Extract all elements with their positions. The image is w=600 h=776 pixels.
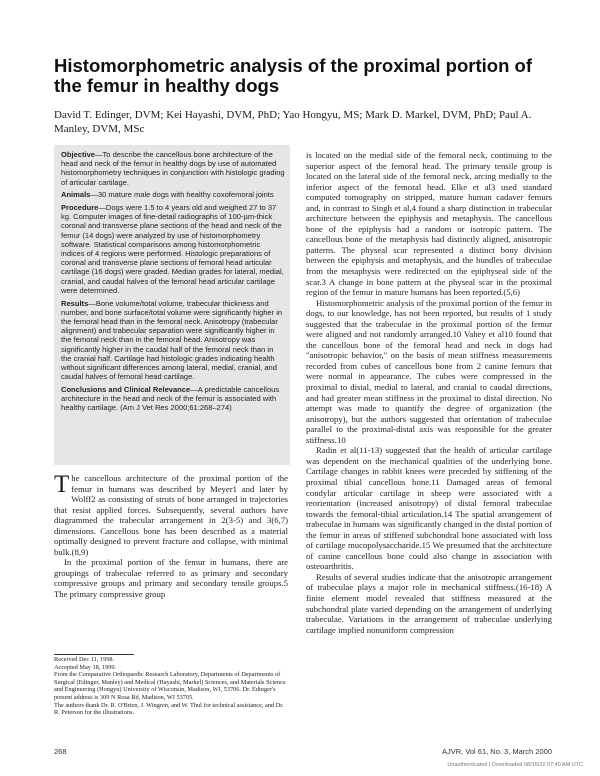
right-paragraph-3: Radin et al(11-13) suggested that the health of articular cartilage was dependent on the mechanical qualities of the underlying bone. Cartilage changes in rabbit knees were preceded by stiffening of the proximal tibial cancellous bone.11 Damaged areas of femoral condylar articular cartilage in sheep were associated with a reorientation (increased anisotropy) of distal femoral trabeculae towards the femoral-tibial articulation.14 The spatial arrangement of trabeculae in humans was significantly changed in the distal portion of the femur in areas of stiffened subchondral bone associated with loss of cartilage mucopolysaccharide.15 We presumed that the architecture of canine cancellous bone could also change in association with osteoarthritis.: [306, 445, 552, 572]
abstract-results-text: —Bone volume/total volume, trabecular thickness and number, and bone surface/total volume were significantly higher in the femoral head than in the femoral neck. Anisotropy (trabecular alignment) and trabecular separation were significantly higher in the femoral neck than in the femoral head. Anisotropy was significantly higher in the caudal half of the femoral neck than in the cranial half. Cartilage had histologic grades indicating health without significant differences among lateral, medial, cranial, and caudal halves of femoral head cartilage.: [61, 298, 283, 382]
abstract-animals-text: —30 mature male dogs with healthy coxofemoral joints: [90, 190, 274, 200]
author-list: David T. Edinger, DVM; Kei Hayashi, DVM, PhD; Yao Hongyu, MS; Mark D. Markel, DVM, PhD; Paul A. Manley, DVM, MSc: [54, 109, 532, 135]
body-right-column: [306, 150, 552, 635]
abstract: [61, 150, 285, 416]
article-notes: [54, 656, 288, 717]
intro-paragraph-1: [54, 473, 288, 557]
abstract-objective-text: —To describe the cancellous bone architecture of the head and neck of the femur in healthy dogs by use of automated histomorphometry techniques in conjunction with histologic grading of articular cartilage.: [61, 150, 285, 187]
abstract-procedure-text: —Dogs were 1.5 to 4 years old and weighed 27 to 37 kg. Computer images of fine-detail radiographs of 100-µm-thick coronal and transverse plane sections of the head and neck of the femur (14 dogs) were analyzed by use of histomorphometry software. Statistical comparisons among histomorphometric indices of 4 regions were performed. Histologic preparations of coronal and transverse plane sections of femoral head articular cartilage (16 dogs) were graded. Median grades for lateral, medial, cranial, and caudal halves of the femoral head articular cartilage were determined.: [61, 203, 284, 295]
intro-paragraph-1-text: he cancellous architecture of the proximal portion of the femur in humans was described by Meyer1 and later by Wolff2 as consisting of struts of bone arranged in trajectories that resist applied forces. Subsequently, several authors have diagrammed the trabecular arrangement in 2(3-5) and 3(6,7) dimensions. Cancellous bone has been described as a material optimally designed to prevent fracture and collapse, with minimal bulk.(8,9): [54, 473, 288, 557]
abstract-animals-label: Animals: [61, 190, 91, 200]
abstract-results: [61, 299, 285, 382]
abstract-conclusions-label: Conclusions and Clinical Relevance: [61, 384, 191, 394]
acknowledgments: The authors thank Dr. R. O'Brien, J. Wingren, and W. Thul for technical assistance, and Dr. R. Peterson for the illustrations.: [54, 701, 284, 717]
abstract-objective-label: Objective: [61, 150, 95, 159]
drop-cap: T: [54, 471, 70, 498]
abstract-results-label: Results: [61, 298, 89, 308]
received-date: Received Dec 11, 1998.: [54, 656, 115, 663]
right-paragraph-1: is located on the medial side of the femoral neck, continuing to the superior aspect of the femoral head. The primary tensile group is located on the lateral side of the femoral neck, arcing medially to the inferior aspect of the femoral head. Elke et al3 used standard computed tomography on stripped, mature human cadaver femurs and, in contrast to Singh et al,4 found a sharp distinction in trabecular architecture between the epiphysis and metaphysis. The cancellous bone of the epiphysis had a random or isotropic pattern. The cancellous bone of the metaphysis had distinctly aligned, anisotropic patterns. The physeal scar represented a distinct bony division between the epiphysis and metaphysis, and the bundles of trabeculae from the metaphysis were redirected on the epiphyseal side of the scar.3 A change in bone pattern at the physeal scar in the proximal region of the femur in mature humans has been reported.(5,6): [306, 150, 552, 298]
abstract-conclusions-text: —A predictable cancellous architecture in the head and neck of the femur is associated with healthy cartilage. (Am J Vet Res 2000;61:268–274): [61, 384, 280, 413]
journal-citation: AJVR, Vol 61, No. 3, March 2000: [441, 747, 552, 756]
abstract-procedure: [61, 203, 285, 295]
right-paragraph-2: Histomorphometric analysis of the proximal portion of the femur in dogs, to our knowledge, has not been reported, but results of 1 study suggested that the trabeculae in the proximal portion of the femur were aligned and not randomly arranged.10 Vahey et al10 found that the cancellous bone of the femoral head and neck in dogs had "anisotropic behavior," on the basis of mean stiffness measurements recorded from cubes of cancellous bone from 2 canine femurs that were normal in appearance. The cubes were compressed in the proximal to distal, medial to lateral, and cranial to caudal directions, and had greater mean stiffness in the proximal to distal direction. No attempt was made to quantify the degree of organization (the anisotropy), but the authors suggested that orientation of trabeculae parallel to the proximal-distal axis was responsible for the greater stiffness.10: [306, 297, 552, 445]
abstract-animals: [61, 190, 285, 199]
intro-paragraph-2: In the proximal portion of the femur in humans, there are groupings of trabeculae referred to as primary and secondary compressive groups and primary and secondary tensile groups.5 The primary compressive group: [54, 557, 288, 600]
abstract-procedure-label: Procedure: [61, 203, 99, 213]
abstract-objective: [61, 150, 285, 187]
author-affiliation: From the Comparative Orthopaedic Research Laboratory, Departments of Departments of Surgical (Edinger, Manley) and Medical (Hayashi, Markel) Sciences, and Materials Science and Engineering (Hongyu) University of Wisconsin, Madison, WI, 53706. Dr. Edinger's present address is 309 N Rosa Rd, Madison, WI 53705.: [54, 671, 286, 701]
right-paragraph-4: Results of several studies indicate that the anisotropic arrangement of trabeculae plays a major role in mechanical stiffness.(16-18) A finite element model revealed that stiffness measured at the subchondral plate varied depending on the arrangement of underlying trabeculae. Variations in the arrangement of trabeculae underlying cartilage implied nonuniform compression: [306, 571, 552, 635]
article-title: Histomorphometric analysis of the proximal portion of the femur in healthy dogs: [54, 55, 532, 96]
accepted-date: Accepted May 18, 1999.: [54, 663, 117, 671]
body-left-column: [54, 473, 288, 600]
page-number: 268: [54, 747, 67, 756]
footnote-rule: [54, 654, 134, 655]
abstract-conclusions: [61, 385, 285, 413]
download-notice: Unauthenticated | Downloaded 08/15/22 07:40 AM UTC: [447, 762, 583, 768]
